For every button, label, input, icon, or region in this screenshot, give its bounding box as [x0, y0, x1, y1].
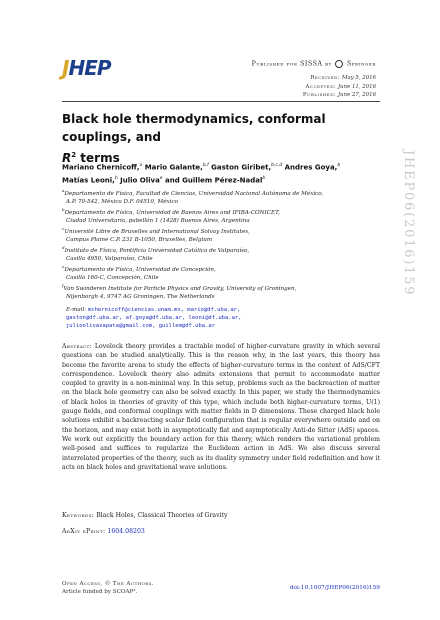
arxiv-eprint: ArXiv ePrint: 1604.08203: [62, 528, 145, 535]
paper-title: Black hole thermodynamics, conformal couplings, and $R^2$ terms: [62, 112, 326, 165]
keywords: Keywords: Black Holes, Classical Theories of Gravity: [62, 512, 228, 519]
affiliation-f: $^f$Van Swinderen Institute for Particle Physics and Gravity, University of Groningen, Nijenborgh 4, 9747 AG Groningen, The Netherlands: [62, 283, 297, 301]
email-links-3[interactable]: julioolivazapata@gmail.com, guillem@df.uba.ar: [66, 323, 216, 330]
abstract: Abstract: Lovelock theory provides a tractable model of higher-curvature gravity in which several questions can be studied analytically. This is the reason why, in the last years, this theory has become the favorite arena to study the effects of higher-curvature terms in the context of AdS/CFT correspondence. Lovelock theory also admits extensions that permit to accommodate matter coupled to gravity in a non-minimal way. In this setup, problems such as the backreaction of matter on the black hole geometry can also be solved exactly. In this paper, we study the thermodynamics of black holes in theories of gravity of this type, which include both higher-curvature terms, U(1) gauge fields, and conformal couplings with matter fields in D dimensions. These charged black hole solutions exhibit a backreacting scalar field configuration that is regular everywhere outside and on the horizon, and may exist both in asymptotically flat and asymptotically Anti-de Sitter (AdS) spaces. We work out explicitly the boundary action for this theory, which renders the variational problem well-posed and suffices to regularize the Euclidean action in AdS. We also discuss several interrelated properties of the theory, such as its duality symmetry under field redefinition and how it acts on black holes and gravitational wave solutions.: [62, 343, 380, 471]
journal-logo: JHEP: [62, 56, 111, 80]
affiliation-e: $^e$Departamento de Física, Universidad de Concepción, Casilla 160-C, Concepción, Chile: [62, 264, 216, 282]
email-links-2[interactable]: gaston@df.uba.ar, af.goya@df.uba.ar, leoni@df.uba.ar,: [66, 315, 242, 322]
doi-link[interactable]: doi:10.1007/JHEP06(2016)159: [289, 585, 380, 591]
affiliation-c: $^c$Université Libre de Bruxelles and International Solvay Institutes, Campus Plaine C.P. 231 B-1050, Bruxelles, Belgium: [62, 226, 250, 244]
open-access-note: Open Access, © The Authors. Article funded by SCOAP³.: [62, 581, 154, 595]
affiliation-b: $^b$Departamento de Física, Universidad de Buenos Aires and IFIBA-CONICET, Ciudad Universitaria, pabellón 1 (1428) Buenos Aires, Argentina: [62, 207, 280, 225]
sidebar-identifier: JHEP06(2016)159: [401, 150, 416, 297]
affiliation-a: $^a$Departamento de Física, Facultad de Ciencias, Universidad Nacional Autónoma de México, A.P. 70-542, México D.F. 04510, México: [62, 188, 324, 206]
author-list: Mariano Chernicoff,$^a$ Mario Galante,$^{b,f}$ Gaston Giribet,$^{b,c,d}$ Andres Goya,$^b$ Matías Leoni,$^b$ Julio Oliva$^e$ and Guillem Pérez-Nadal$^b$: [62, 163, 341, 185]
springer-icon: [335, 60, 343, 68]
published-by-line: Published for SISSA by Springer: [251, 60, 376, 68]
arxiv-link[interactable]: 1604.08203: [107, 528, 145, 535]
header-rule: [62, 101, 380, 102]
publication-dates: Received: May 5, 2016 Accepted: June 11, 2016 Published: June 27, 2016: [302, 75, 376, 99]
email-block: E-mail: mchernicoff@ciencias.unam.mx, mario@df.uba.ar, gaston@df.uba.ar, af.goya@df.uba.ar, leoni@df.uba.ar, julioolivazapata@gmail.com, guillem@df.uba.ar: [66, 307, 242, 330]
affiliation-d: $^d$Instituto de Física, Pontificia Universidad Católica de Valparaíso, Casilla 4950, Valparaíso, Chile: [62, 245, 250, 263]
email-links-1[interactable]: mchernicoff@ciencias.unam.mx, mario@df.uba.ar,: [87, 307, 241, 313]
